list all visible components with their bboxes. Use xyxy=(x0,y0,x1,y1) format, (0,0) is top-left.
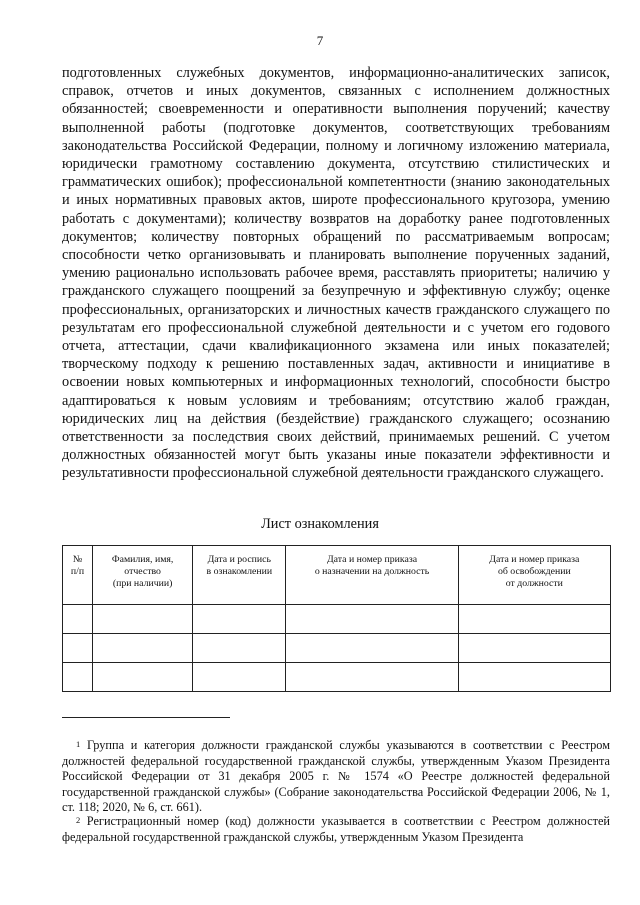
table-cell xyxy=(286,605,458,634)
table-row xyxy=(63,663,611,692)
table-cell xyxy=(63,605,93,634)
page-number: 7 xyxy=(316,33,324,48)
table-cell xyxy=(458,605,610,634)
table-cell xyxy=(93,663,193,692)
table-title: Лист ознакомления xyxy=(261,516,379,532)
footnote-marker: 2 xyxy=(76,815,81,825)
footnote-text: Регистрационный номер (код) должности указывается в соответствии с Реестром должностей федеральной государственной гражданской службы, утвержденным Указом Президента xyxy=(62,814,611,844)
acknowledgement-table xyxy=(62,545,611,692)
footnote-text: Группа и категория должности гражданской службы указываются в соответствии с Реестром должностей федеральной государственной гражданской службы, утвержденным Указом Президента Российской Федерации от 31 декабря 2005 г. № 1574 «О Реестре должностей федеральной государственной гражданской службы» (Собрание законодательства Российской Федерации 2006, № 1, ст. 118; 2020, № 6, ст. 661). xyxy=(62,738,610,815)
footnote-separator xyxy=(62,717,230,718)
footnote-2 xyxy=(62,814,610,845)
table-cell xyxy=(63,634,93,663)
table-header-row xyxy=(63,546,611,605)
header-full-name: Фамилия, имя, отчество (при наличии) xyxy=(93,546,193,605)
table-cell xyxy=(193,663,286,692)
table-cell xyxy=(458,663,610,692)
header-date-signature: Дата и роспись в ознакомлении xyxy=(193,546,286,605)
table-cell xyxy=(193,605,286,634)
footnote-marker: 1 xyxy=(76,739,81,749)
header-appointment-order: Дата и номер приказа о назначении на должность xyxy=(286,546,458,605)
header-number: № п/п xyxy=(63,546,93,605)
table-cell xyxy=(286,663,458,692)
table-cell xyxy=(93,605,193,634)
table-cell xyxy=(458,634,610,663)
table-cell xyxy=(286,634,458,663)
table-cell xyxy=(63,663,93,692)
table-cell xyxy=(93,634,193,663)
table-row xyxy=(63,634,611,663)
table-row xyxy=(63,605,611,634)
body-paragraph: подготовленных служебных документов, информационно-аналитических записок, справок, отчетов и иных документов, связанных с исполнением должностных обязанностей; своевременности и оперативности выполнения поручений; качеству выполненной работы (подготовке документов, соответствующих требованиям законодательства Российской Федерации, полному и логичному изложению материала, юридически грамотному составлению документа, отсутствию стилистических и грамматических ошибок); профессиональной компетентности (знанию законодательных и иных нормативных правовых актов, широте профессионального кругозора, умению работать с документами); количеству возвратов на доработку ранее подготовленных документов; количеству повторных обращений по рассматриваемым вопросам; способности четко организовывать и планировать выполнение порученных заданий, умению рационально использовать рабочее время, расставлять приоритеты; наличию у гражданского служащего поощрений за безупречную и эффективную службу; оценке профессиональных, организаторских и личностных качеств гражданского служащего по результатам его профессиональной служебной деятельности и с учетом его годового отчета, аттестации, сдачи квалификационного экзамена или иных показателей; творческому подходу к решению поставленных задач, активности и инициативе в освоении новых компьютерных и информационных технологий, способности быстро адаптироваться к новым условиям и требованиям; отсутствию жалоб граждан, юридических лиц на действия (бездействие) гражданского служащего; осознанию ответственности за последствия своих действий, принимаемых решений. С учетом должностных обязанностей могут быть указаны иные показатели эффективности и результативности профессиональной служебной деятельности гражданского служащего. xyxy=(62,65,610,482)
footnote-1 xyxy=(62,738,610,816)
table-cell xyxy=(193,634,286,663)
header-dismissal-order: Дата и номер приказа об освобождении от должности xyxy=(458,546,610,605)
